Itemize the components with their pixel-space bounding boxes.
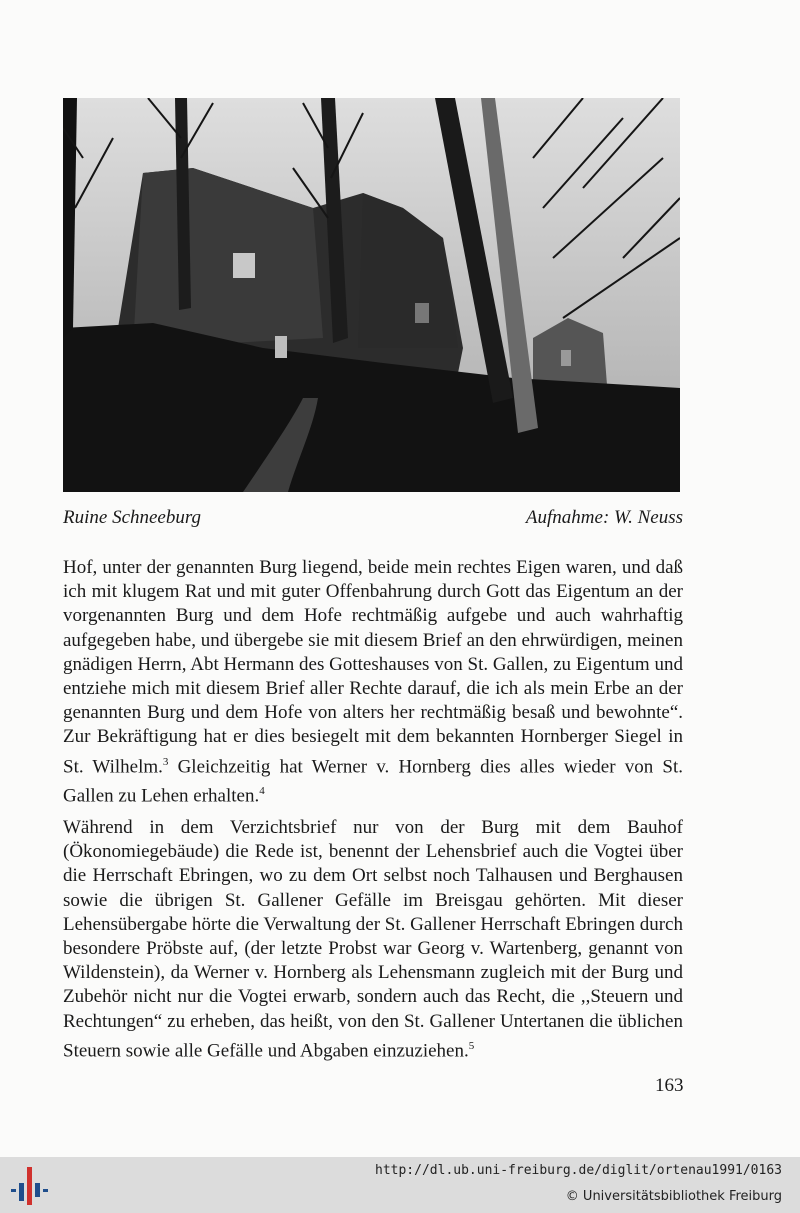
copyright-notice: © Universitätsbibliothek Freiburg xyxy=(565,1189,782,1204)
paragraph-1-text-cont: Gleichzeitig hat Werner v. Hornberg dies alles wieder von St. Gallen zu Lehen erhalten. xyxy=(63,755,683,807)
paragraph-2-text: Während in dem Verzichtsbrief nur von der Burg mit dem Bauhof (Ökonomiegebäude) die Rede ist, benennt der Lehensbrief auch die Vogtei über die Herrschaft Ebringen, wo zu dem Ort selbst noch Talhausen und Berghausen sowie die übrigen St. Gallener Gefälle im Breisgau gehörten. Mit dieser Lehensübergabe hörte die Verwaltung der St. Gallener Herrschaft Ebringen durch besondere Pröbste auf, (der letzte Probst war Georg v. Wartenberg, genannt von Wildenstein), da Werner v. Hornberg als Lehensmann zugleich mit der Burg und Zubehör nicht nur die Vogtei erwarb, sondern auch das Recht, die ,,Steuern und Rechtungen“ zu erheben, das heißt, von den St. Gallener Untertanen die üblichen Steuern sowie alle Gefälle und Abgaben einzuziehen. xyxy=(63,817,683,1062)
ub-freiburg-logo-icon xyxy=(10,1165,50,1207)
paragraph-1 xyxy=(63,556,683,809)
ruin-photo-illustration xyxy=(63,98,680,492)
photo-caption xyxy=(63,505,683,531)
paragraph-1-text: Hof, unter der genannten Burg liegend, beide mein rechtes Eigen waren, und daß ich mit klugem Rat und mit guter Offenbahrung durch Gott das Eigentum an der vorgenannten Burg und dem Hofe rechtmäßig aufgebe und auch wahrhaftig aufgegeben habe, und übergebe sie mit diesem Brief an den ehrwürdigen, meinen gnädigen Herrn, Abt Hermann des Gotteshauses von St. Gallen, zu Eigentum und entziehe mich mit diesem Brief aller Rechte darauf, die ich als mein Erbe an der genannten Burg und dem Hofe von alters her rechtmäßig besaß und bewohnte“. Zur Bekräftigung hat er dies besiegelt mit dem bekannten Hornberger Siegel in St. Wilhelm. xyxy=(63,557,683,777)
footnote-marker-4: 4 xyxy=(259,785,265,798)
caption-title: Ruine Schneeburg xyxy=(63,507,202,528)
photo-ruine-schneeburg xyxy=(63,98,680,492)
source-url-link[interactable]: http://dl.ub.uni-freiburg.de/diglit/ortenau1991/0163 xyxy=(375,1163,782,1178)
viewer-footer xyxy=(0,1157,800,1213)
paragraph-2 xyxy=(63,816,683,1063)
page-number: 163 xyxy=(655,1075,684,1096)
caption-credit: Aufnahme: W. Neuss xyxy=(525,507,683,528)
footnote-marker-3: 3 xyxy=(162,755,169,768)
footnote-marker-5: 5 xyxy=(468,1039,475,1052)
